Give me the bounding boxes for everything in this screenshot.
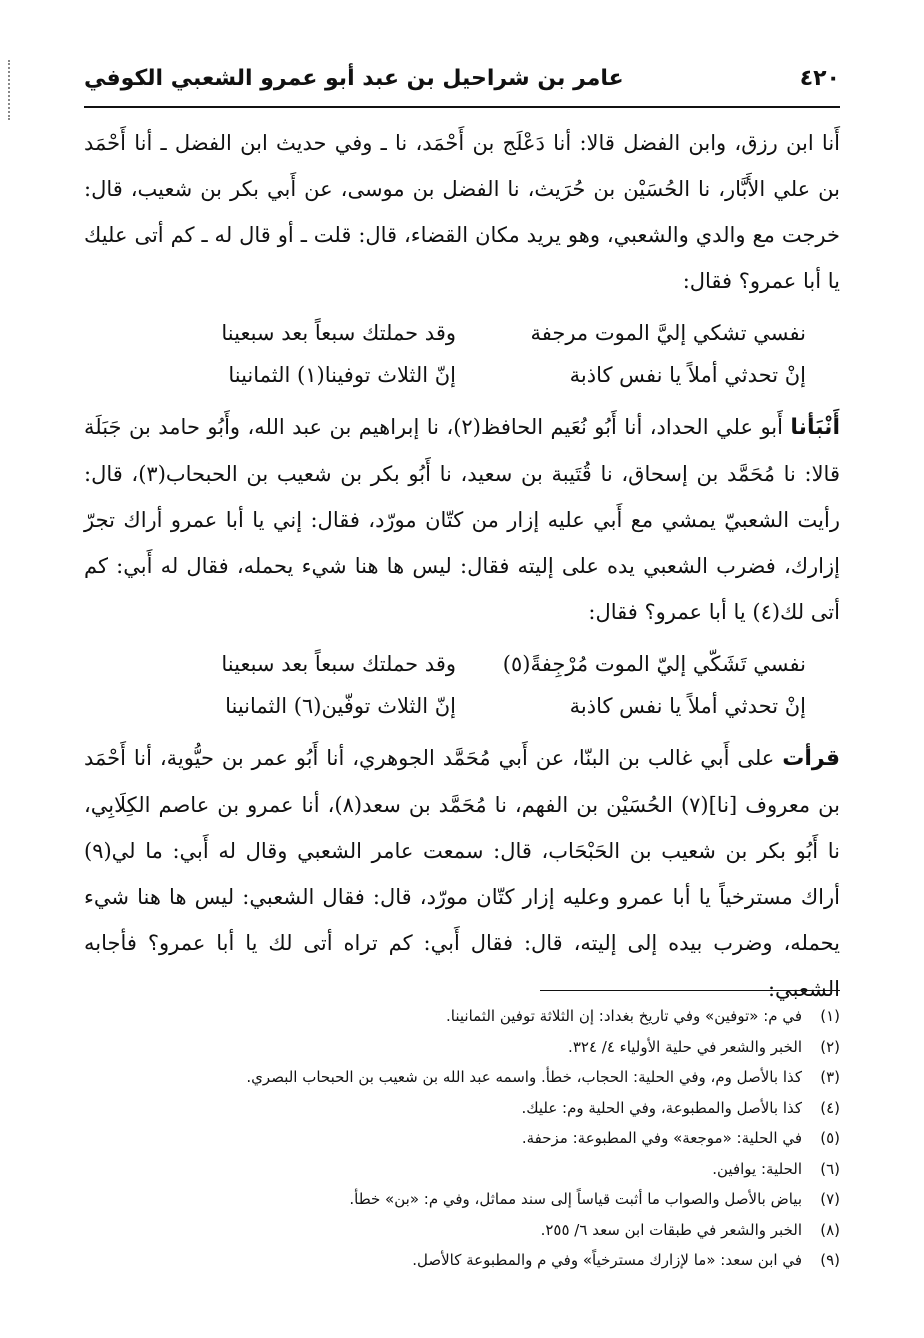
footnote-text: الخبر والشعر في حلية الأولياء ٤/ ٣٢٤.: [568, 1037, 802, 1056]
page-header: [84, 60, 840, 108]
footnote-rule: [540, 990, 840, 991]
verse-first-hemistich: نفسي تَشَكّي إليّ الموت مُرْجِفةً(٥): [502, 652, 806, 676]
scan-edge-mark: [8, 60, 12, 120]
verse-first-hemistich: إنْ تحدثي أملاً يا نفس كاذبة: [569, 694, 806, 718]
paragraph-3: [84, 735, 840, 1012]
verse-first-hemistich: إنْ تحدثي أملاً يا نفس كاذبة: [569, 363, 806, 387]
verse: [84, 354, 806, 396]
footnote-text: الحلية: يوافين.: [712, 1159, 802, 1178]
poem-2: [84, 643, 840, 727]
footnote-number: (٨): [820, 1220, 840, 1239]
footnote: [84, 1184, 840, 1215]
footnote: [84, 1093, 840, 1124]
footnotes: [84, 990, 840, 1276]
footnote-number: (٢): [820, 1037, 840, 1056]
verse: [84, 643, 806, 685]
main-text: [84, 120, 840, 1012]
footnote-text: الخبر والشعر في طبقات ابن سعد ٦/ ٢٥٥.: [540, 1220, 802, 1239]
footnote: [84, 1123, 840, 1154]
footnote-number: (٦): [820, 1159, 840, 1178]
poem-1: [84, 312, 840, 396]
footnote: [84, 1062, 840, 1093]
verse-second-hemistich: إنّ الثلاث توفّين(٦) الثمانينا: [225, 694, 456, 718]
footnote: [84, 1032, 840, 1063]
footnote-number: (٣): [820, 1068, 840, 1086]
paragraph-3-lead-word: قرأت: [782, 746, 840, 771]
verse-second-hemistich: وقد حملتك سبعاً بعد سبعينا: [221, 321, 456, 345]
paragraph-1-text: أَنا ابن رزق، وابن الفضل قالا: أنا دَعْلَج بن أَحْمَد، نا ـ وفي حديث ابن الفضل ـ أنا أَحْمَد بن علي الأَبَّار، نا الحُسَيْن بن حُرَيث، نا الفضل بن موسى، عن أَبي بكر بن شعيب، قال: خرجت مع والدي والشعبي، وهو يريد مكان القضاء، قال: قلت ـ أو قال له ـ كم أتى عليك يا أبا عمرو؟ فقال:: [84, 131, 840, 293]
footnote-number: (٥): [820, 1129, 840, 1147]
footnote-number: (٧): [820, 1190, 840, 1208]
footnote-text: كذا بالأصل وم، وفي الحلية: الحجاب، خطأ. واسمه عبد الله بن شعيب بن الحبحاب البصري.: [246, 1068, 802, 1086]
footnote: [84, 1245, 840, 1276]
paragraph-2-text: أَبو علي الحداد، أنا أَبُو نُعَيم الحافظ(٢)، نا إبراهيم بن عبد الله، وأَبُو حامد بن جَبَلَة قالا: نا مُحَمَّد بن إسحاق، نا قُتَيبة بن سعيد، نا أَبُو بكر بن شعيب بن الحبحاب(٣)، قال: رأيت الشعبيّ يمشي مع أَبي عليه إزار من كتّان مورّد، فقال: إني يا أبا عمرو أراك تجرّ إزارك، فضرب الشعبي يده على إليته فقال: ليس ها هنا شيء يحمله، فقال له أَبي: كم أتى لك(٤) يا أبا عمرو؟ فقال:: [84, 415, 840, 624]
verse: [84, 685, 806, 727]
footnote-number: (٩): [820, 1251, 840, 1269]
verse-second-hemistich: وقد حملتك سبعاً بعد سبعينا: [221, 652, 456, 676]
page-number: ٤٢٠: [799, 66, 840, 91]
paragraph-1: [84, 120, 840, 304]
footnote-text: في ابن سعد: «ما لإزارك مسترخياً» وفي م والمطبوعة كالأصل.: [412, 1251, 802, 1269]
footnote-text: كذا بالأصل والمطبوعة، وفي الحلية وم: عليك.: [521, 1098, 802, 1117]
verse-first-hemistich: نفسي تشكي إليَّ الموت مرجفة: [530, 321, 806, 345]
footnote-text: في الحلية: «موجعة» وفي المطبوعة: مزحفة.: [521, 1129, 802, 1147]
verse: [84, 312, 806, 354]
footnote-text: بياض بالأصل والصواب ما أثبت قياساً إلى سند مماثل، وفي م: «بن» خطأ.: [349, 1190, 802, 1208]
footnote: [84, 1154, 840, 1185]
footnote-text: في م: «توفين» وفي تاريخ بغداد: إن الثلاثة توفين الثمانينا.: [446, 1007, 802, 1025]
footnote-number: (١): [820, 1007, 840, 1025]
footnote: [84, 1215, 840, 1246]
paragraph-2-lead-word: أَنْبَأنا: [790, 415, 840, 440]
paragraph-2: [84, 404, 840, 635]
footnote: [84, 1001, 840, 1032]
paragraph-3-text: على أَبي غالب بن البنّا، عن أَبي مُحَمَّد الجوهري، أنا أَبُو عمر بن حيُّوية، أنا أَحْمَد بن معروف [نا](٧) الحُسَيْن بن الفهم، نا مُحَمَّد بن سعد(٨)، أنا عمرو بن عاصم الكِلَابِي، نا أَبُو بكر بن شعيب بن الحَبْحَاب، قال: سمعت عامر الشعبي وقال له أَبي: ما لي(٩) أراك مسترخياً يا أبا عمرو وعليه إزار كتّان مورّد، قال: فقال الشعبي: ليس ها هنا شيء يحمله، وضرب بيده إلى إليته، قال: فقال أَبي: كم تراه أتى لك يا أبا عمرو؟ فأجابه الشعبي:: [84, 746, 840, 1001]
verse-second-hemistich: إنّ الثلاث توفينا(١) الثمانينا: [228, 363, 456, 387]
footnote-number: (٤): [820, 1098, 840, 1117]
running-title: عامر بن شراحيل بن عبد أبو عمرو الشعبي الكوفي: [84, 66, 624, 91]
